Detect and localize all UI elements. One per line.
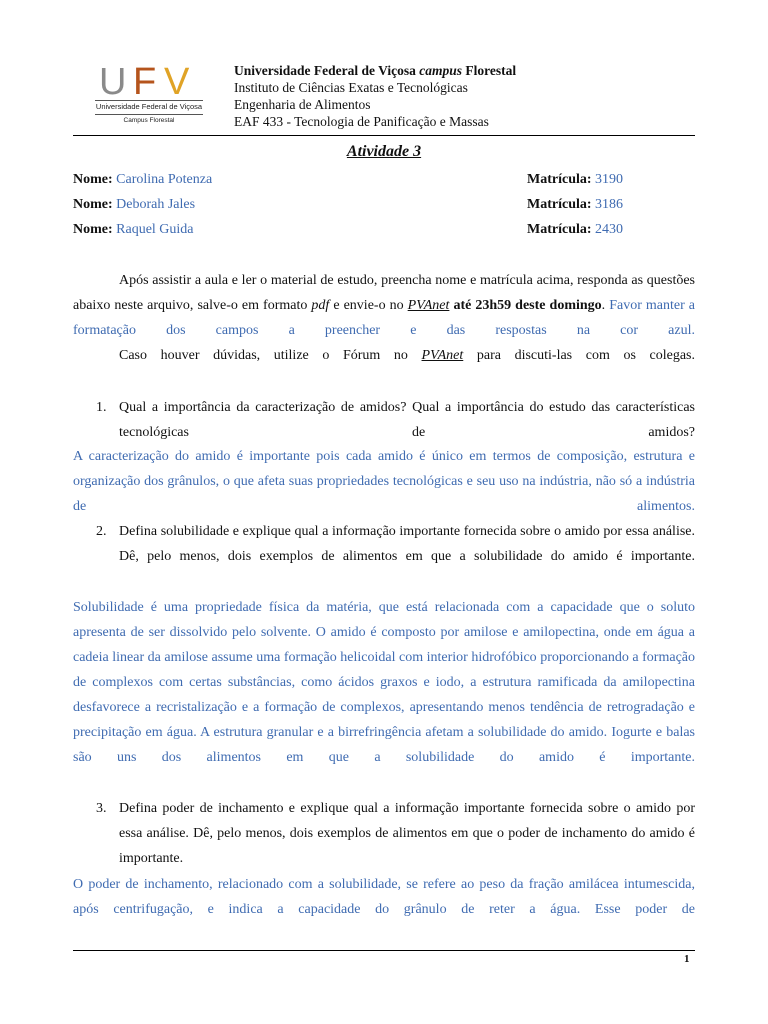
logo-divider bbox=[95, 100, 203, 101]
ufv-logo-mark bbox=[95, 62, 203, 98]
answer-text[interactable]: A caracterização do amido é importante pois cada amido é único em termos de composição, estrutura e organização dos grânulos, o que afeta suas propriedades tecnológicas e seu uso na indústria, não só a indústria de alimentos. bbox=[73, 449, 695, 514]
question-text: Qual a importância da caracterização de amidos? Qual a importância do estudo das características tecnológicas de amidos? bbox=[119, 400, 695, 440]
logo-divider bbox=[95, 114, 203, 115]
svg-text:V: V bbox=[164, 62, 190, 98]
name-label: Nome: bbox=[73, 222, 113, 237]
student-row bbox=[73, 222, 695, 240]
university-name: Universidade Federal de Viçosa campus Florestal bbox=[234, 63, 517, 78]
student-name-field[interactable]: Raquel Guida bbox=[116, 222, 194, 237]
name-label: Nome: bbox=[73, 172, 113, 187]
course-name: Engenharia de Alimentos bbox=[234, 97, 371, 112]
answer-text[interactable]: O poder de inchamento, relacionado com a solubilidade, se refere ao peso da fração amilácea intumescida, após centrifugação, e indica a capacidade do grânulo de reter a água. Esse poder de bbox=[73, 877, 695, 917]
svg-text:F: F bbox=[133, 62, 157, 98]
matricula-label: Matrícula: bbox=[527, 197, 592, 212]
student-name-field[interactable]: Deborah Jales bbox=[116, 197, 196, 212]
matricula-field[interactable]: 3186 bbox=[595, 197, 624, 212]
footer-rule bbox=[73, 950, 695, 951]
institute-name: Instituto de Ciências Exatas e Tecnológicas bbox=[234, 80, 468, 95]
question-text: Defina solubilidade e explique qual a informação importante fornecida sobre o amido por essa análise. Dê, pelo menos, dois exemplos de alimentos em que a solubilidade do amido é importante. bbox=[119, 524, 695, 564]
institution-block bbox=[234, 62, 516, 130]
student-row bbox=[73, 197, 695, 215]
header-rule bbox=[73, 135, 695, 136]
logo-university-name: Universidade Federal de Viçosa bbox=[95, 102, 203, 111]
page-number: 1 bbox=[684, 953, 690, 965]
matricula-group bbox=[527, 197, 623, 213]
question-number: 2. bbox=[96, 524, 107, 539]
ufv-logo bbox=[95, 62, 203, 122]
matricula-group bbox=[527, 222, 623, 238]
matricula-group bbox=[527, 172, 623, 188]
question-text: Defina poder de inchamento e explique qual a informação importante fornecida sobre o amido por essa análise. Dê, pelo menos, dois exemplos de alimentos em que o poder de inchamento do amido é importante. bbox=[119, 801, 695, 866]
matricula-label: Matrícula: bbox=[527, 222, 592, 237]
name-label: Nome: bbox=[73, 197, 113, 212]
question-number: 3. bbox=[96, 801, 107, 816]
matricula-field[interactable]: 2430 bbox=[595, 222, 624, 237]
document-header bbox=[73, 58, 695, 136]
student-name-field[interactable]: Carolina Potenza bbox=[116, 172, 213, 187]
instructions-paragraph: Após assistir a aula e ler o material de estudo, preencha nome e matrícula acima, responda as questões abaixo neste arquivo, salve-o em formato pdf e envie-o no PVAnet até 23h59 deste domingo. Favor manter a formatação dos campos a preencher e das respostas na cor azul. bbox=[73, 273, 696, 338]
question-number: 1. bbox=[96, 400, 107, 415]
logo-campus: Campus Florestal bbox=[123, 117, 175, 124]
question-item bbox=[73, 519, 695, 594]
answer-text[interactable]: Solubilidade é uma propriedade física da matéria, que está relacionada com a capacidade que o soluto apresenta de ser dissolvido pelo solvente. O amido é composto por amilose e amilopectina, onde em água a cadeia linear da amilose assume uma formação helicoidal com interior hidrofóbico proporcionando a formação de complexos com certas substâncias, como ácidos graxos e iodo, a estrutura ramificada da amilopectina desfavorece a recristalização e a formação de complexos, apresentando menos tendência de retrogradação e precipitação em água. A estrutura granular e a birrefringência afetam a solubilidade do amido. Iogurte e balas são uns dos alimentos em que a solubilidade do amido é importante. bbox=[73, 600, 695, 765]
svg-text:U: U bbox=[99, 62, 127, 98]
matricula-field[interactable]: 3190 bbox=[595, 172, 624, 187]
student-row bbox=[73, 172, 695, 190]
matricula-label: Matrícula: bbox=[527, 172, 592, 187]
doubts-paragraph: Caso houver dúvidas, utilize o Fórum no PVAnet para discuti-las com os colegas. bbox=[119, 348, 695, 363]
discipline-name: EAF 433 - Tecnologia de Panificação e Massas bbox=[234, 114, 489, 129]
page-title: Atividade 3 bbox=[346, 143, 422, 160]
pvanet-link[interactable]: PVAnet bbox=[407, 298, 450, 313]
pvanet-link[interactable]: PVAnet bbox=[421, 348, 464, 363]
